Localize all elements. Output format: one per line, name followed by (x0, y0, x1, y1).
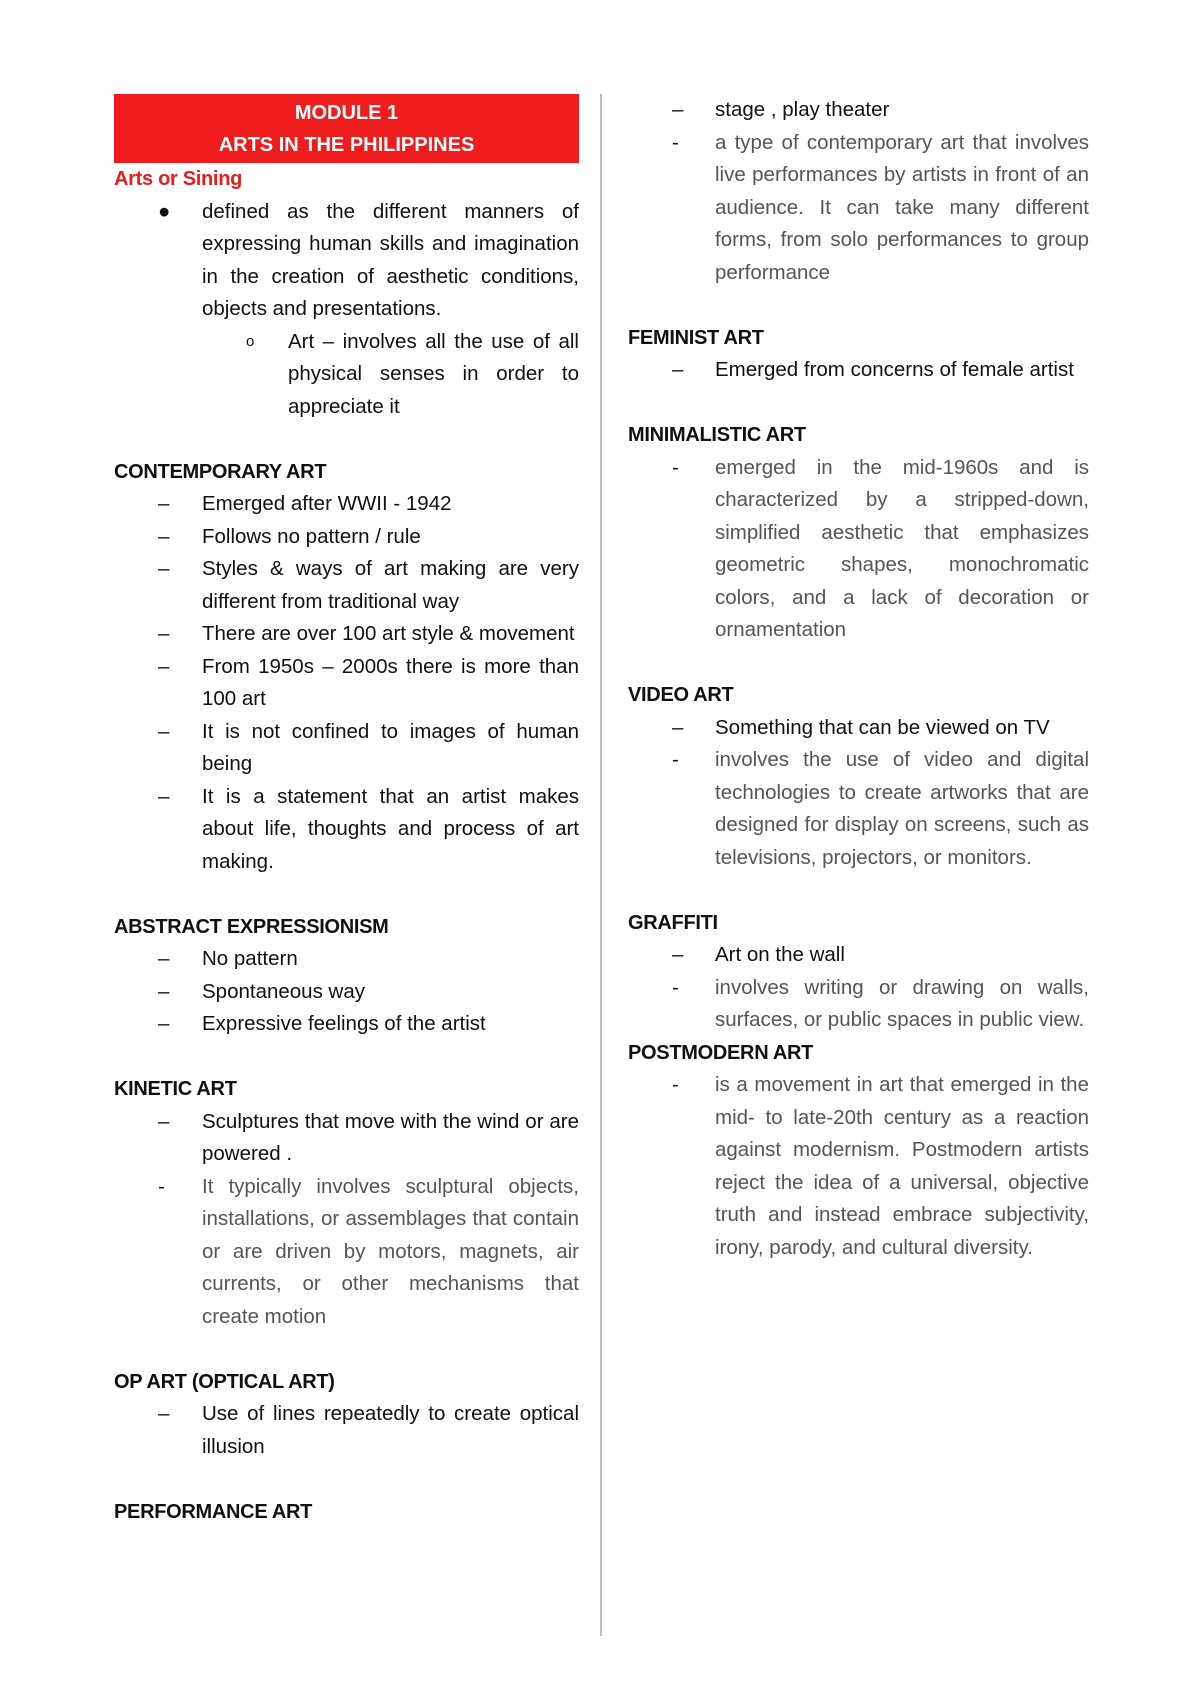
list-item: – From 1950s – 2000s there is more than 100 art (114, 651, 579, 716)
graffiti-list (628, 939, 1089, 1037)
list-item: – It is not confined to images of human being (114, 716, 579, 781)
dash-icon: – (158, 524, 170, 548)
dash-icon: – (158, 654, 170, 678)
list-item: - is a movement in art that emerged in the mid- to late-20th century as a reaction against modernism. Postmodern artists reject the idea of a universal, objective truth and instead embrace subjectivity, irony, parody, and cultural diversity. (628, 1069, 1089, 1264)
dash-icon: – (672, 943, 684, 966)
postmodern-list (628, 1069, 1089, 1264)
list-item: - emerged in the mid-1960s and is characterized by a stripped-down, simplified aesthetic that emphasizes geometric shapes, monochromatic colors, and a lack of decoration or ornamentation (628, 452, 1089, 647)
dash-icon: – (158, 979, 170, 1003)
arts-sub-item: o Art – involves all the use of all physical senses in order to appreciate it (114, 326, 579, 424)
dash-icon: – (158, 947, 170, 970)
list-item: – Follows no pattern / rule (114, 521, 579, 554)
list-item: – Emerged after WWII - 1942 (114, 488, 579, 521)
module-title: ARTS IN THE PHILIPPINES (218, 134, 475, 156)
list-item: – Spontaneous way (114, 976, 579, 1009)
section-heading-video: VIDEO ART (628, 684, 734, 706)
minimalistic-list (628, 452, 1089, 647)
right-column (628, 94, 1089, 1264)
opart-list (114, 1398, 579, 1463)
dash-icon: – (158, 1109, 170, 1133)
dash-icon: – (158, 719, 170, 743)
section-heading-contemporary: CONTEMPORARY ART (114, 460, 327, 483)
module-banner (114, 94, 579, 163)
arts-heading: Arts or Sining (114, 168, 243, 190)
section-heading-opart: OP ART (OPTICAL ART) (114, 1370, 335, 1393)
section-heading-graffiti: GRAFFITI (628, 911, 718, 934)
list-item: - a type of contemporary art that involves live performances by artists in front of an audience. It can take many different forms, from solo performances to group performance (628, 127, 1089, 290)
dash-icon: – (158, 557, 170, 580)
list-item: – Sculptures that move with the wind or are powered . (114, 1106, 579, 1171)
dash-icon: – (158, 1402, 170, 1425)
left-column (114, 94, 579, 1528)
list-item: – Styles & ways of art making are very different from traditional way (114, 553, 579, 618)
dash-icon: - (672, 748, 679, 771)
list-item: – Emerged from concerns of female artist (628, 354, 1089, 387)
dash-icon: – (158, 1012, 170, 1035)
list-item: - involves the use of video and digital technologies to create artworks that are designed for display on screens, such as televisions, projectors, or monitors. (628, 744, 1089, 874)
list-item: ● defined as the different manners of expressing human skills and imagination in the creation of aesthetic conditions, objects and presentations. (114, 196, 579, 326)
dash-icon: – (158, 784, 170, 808)
list-item: – Something that can be viewed on TV (628, 712, 1089, 745)
dash-icon: – (158, 492, 170, 515)
section-heading-abstract: ABSTRACT EXPRESSIONISM (114, 915, 389, 938)
section-heading-kinetic: KINETIC ART (114, 1078, 237, 1100)
dash-icon: - (672, 130, 679, 154)
dash-icon: – (672, 358, 684, 381)
column-divider (600, 94, 602, 1636)
video-list (628, 712, 1089, 875)
section-heading-feminist: FEMINIST ART (628, 326, 764, 349)
dash-icon: - (672, 455, 679, 479)
dash-icon: – (158, 622, 170, 645)
feminist-list (628, 354, 1089, 387)
list-item: – Art on the wall (628, 939, 1089, 972)
dash-icon: - (672, 1073, 679, 1096)
list-item: - involves writing or drawing on walls, surfaces, or public spaces in public view. (628, 972, 1089, 1037)
list-item: – Use of lines repeatedly to create optical illusion (114, 1398, 579, 1463)
kinetic-list (114, 1106, 579, 1334)
dash-icon: - (158, 1174, 165, 1198)
performance-list (628, 94, 1089, 289)
hollow-bullet-icon: o (246, 332, 255, 350)
dash-icon: – (672, 715, 684, 739)
arts-list (114, 196, 579, 326)
abstract-list (114, 943, 579, 1041)
list-item: – Expressive feelings of the artist (114, 1008, 579, 1041)
list-item: – No pattern (114, 943, 579, 976)
module-number: MODULE 1 (294, 102, 399, 124)
dash-icon: - (672, 975, 679, 999)
bullet-dot-icon: ● (158, 199, 171, 223)
list-item: - It typically involves sculptural objects, installations, or assemblages that contain or are driven by motors, magnets, air currents, or other mechanisms that create motion (114, 1171, 579, 1334)
section-heading-postmodern: POSTMODERN ART (628, 1041, 814, 1064)
section-heading-performance: PERFORMANCE ART (114, 1500, 313, 1523)
list-item: – It is a statement that an artist makes about life, thoughts and process of art making. (114, 781, 579, 879)
contemporary-list (114, 488, 579, 878)
list-item: – There are over 100 art style & movement (114, 618, 579, 651)
list-item: – stage , play theater (628, 94, 1089, 127)
section-heading-minimalistic: MINIMALISTIC ART (628, 424, 806, 446)
dash-icon: – (672, 98, 684, 121)
